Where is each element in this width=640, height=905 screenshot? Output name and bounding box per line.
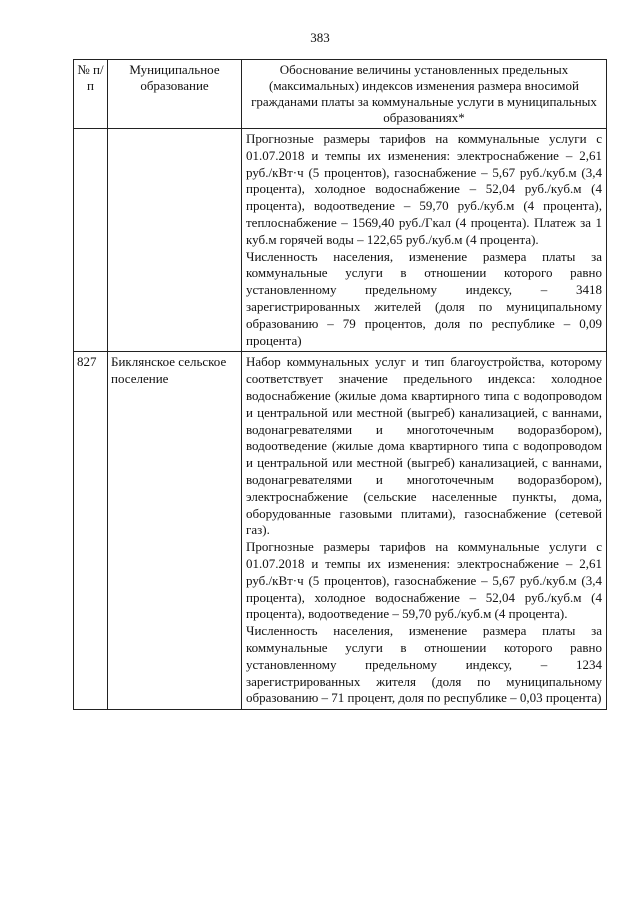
population-paragraph: Численность населения, изменение размера платы за коммунальные услуги в отношении которого равно установленному предельному индексу, – 3418 зарегистрированных жителей (доля по муниципальному образованию – 79 процентов, доля по республике – 0,09 процента) <box>246 248 602 348</box>
tariff-forecast-paragraph: Прогнозные размеры тарифов на коммунальные услуги с 01.07.2018 и темпы их изменения: электроснабжение – 2,61 руб./кВт·ч (5 процентов), газоснабжение – 5,67 руб./куб.м (3,4 процента), холодное водоснабжение – 52,04 руб./куб.м (4 процента), водоотведение – 59,70 руб./куб.м (4 процента). <box>246 539 602 622</box>
tariff-table <box>73 59 607 710</box>
population-paragraph: Численность населения, изменение размера платы за коммунальные услуги в отношении которого равно установленному предельному индексу, – 1234 зарегистрированных жителя (доля по муниципальному образованию – 71 процент, доля по республике – 0,03 процента) <box>246 623 602 706</box>
row-justification <box>242 352 607 710</box>
row-municipality <box>108 129 242 352</box>
table-row <box>74 129 607 352</box>
header-municipality: Муниципальное образование <box>108 60 242 129</box>
row-municipality: Биклянское сельское поселение <box>108 352 242 710</box>
table-header-row <box>74 60 607 129</box>
services-set-paragraph: Набор коммунальных услуг и тип благоустройства, которому соответствует значение предельного индекса: холодное водоснабжение (жилые дома квартирного типа с водопроводом и центральной или местной (выгреб) канализацией, с ваннами, водонагревателями и многоточечным водоразбором), водоотведение (жилые дома квартирного типа с водопроводом и центральной или местной (выгреб) канализацией, с ваннами, водонагревателями и многоточечным водоразбором), электроснабжение (сельские населенные пункты, дома, оборудованные газовыми плитами), газоснабжение (сетевой газ). <box>246 354 602 538</box>
header-number: № п/п <box>74 60 108 129</box>
page-number: 383 <box>310 30 330 45</box>
table-row <box>74 352 607 710</box>
header-justification: Обоснование величины установленных предельных (максимальных) индексов изменения размера вносимой гражданами платы за коммунальные услуги в муниципальных образованиях* <box>242 60 607 129</box>
row-justification <box>242 129 607 352</box>
tariff-forecast-paragraph: Прогнозные размеры тарифов на коммунальные услуги с 01.07.2018 и темпы их изменения: электроснабжение – 2,61 руб./кВт·ч (5 процентов), газоснабжение – 5,67 руб./куб.м (3,4 процента), холодное водоснабжение – 52,04 руб./куб.м (4 процента), водоотведение – 59,70 руб./куб.м (4 процента), теплоснабжение – 1569,40 руб./Гкал (4 процента). Платеж за 1 куб.м горячей воды – 122,65 руб./куб.м (4 процента). <box>246 131 602 247</box>
row-number: 827 <box>74 352 108 710</box>
row-number <box>74 129 108 352</box>
